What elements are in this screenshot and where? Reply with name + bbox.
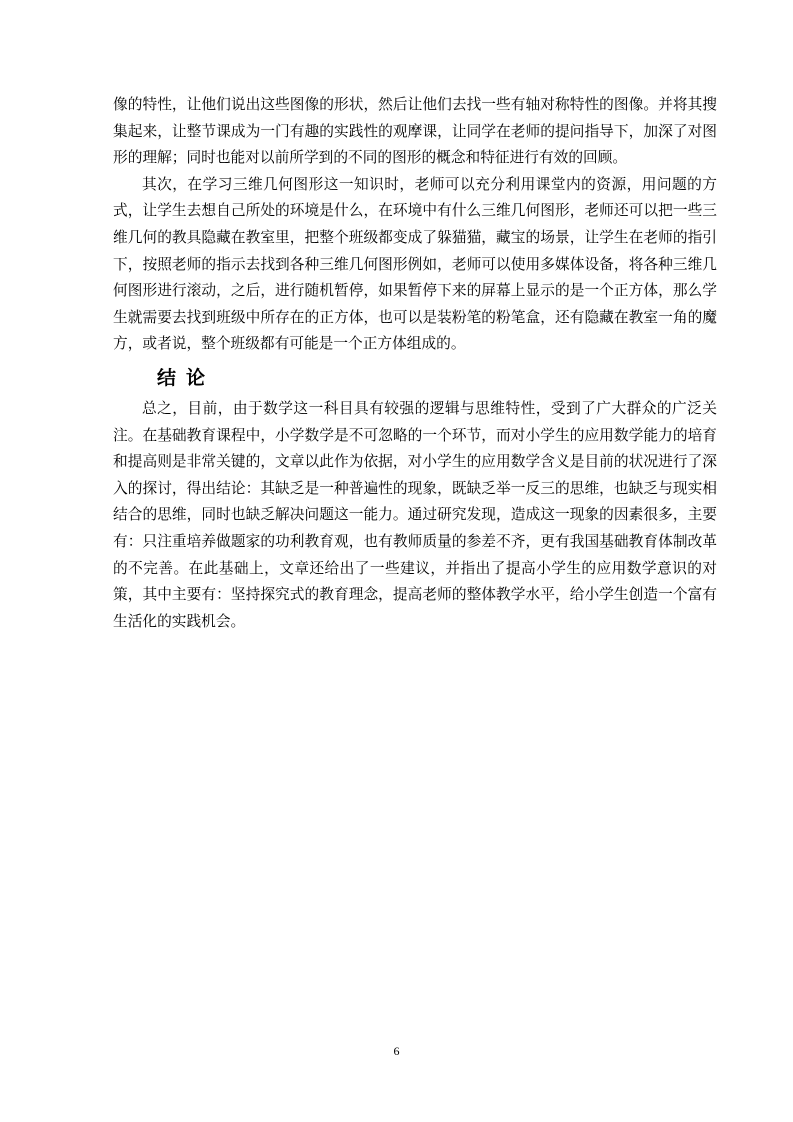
paragraph-continuation: 像的特性，让他们说出这些图像的形状，然后让他们去找一些有轴对称特性的图像。并将其搜集起来，让整节课成为一门有趣的实践性的观摩课，让同学在老师的提问指导下，加深了对图形的理解；同时也能对以前所学到的不同的图形的概念和特征进行有效的回顾。	[113, 96, 717, 167]
document-body	[113, 92, 717, 635]
paragraph-second: 其次，在学习三维几何图形这一知识时，老师可以充分利用课堂内的资源，用问题的方式，让学生去想自己所处的环境是什么，在环境中有什么三维几何图形，老师还可以把一些三维几何的教具隐藏在教室里，把整个班级都变成了躲猫猫，藏宝的场景，让学生在老师的指引下，按照老师的指示去找到各种三维几何图形例如，老师可以使用多媒体设备，将各种三维几何图形进行滚动，之后，进行随机暂停，如果暂停下来的屏幕上显示的是一个正方体，那么学生就需要去找到班级中所存在的正方体，也可以是装粉笔的粉笔盒，还有隐藏在教室一角的魔方，或者说，整个班级都有可能是一个正方体组成的。	[113, 175, 717, 353]
section-heading-conclusion: 结论	[157, 366, 216, 389]
page-number: 6	[393, 1044, 400, 1058]
paragraph-conclusion: 总之，目前，由于数学这一科目具有较强的逻辑与思维特性，受到了广大群众的广泛关注。在基础教育课程中，小学数学是不可忽略的一个环节，而对小学生的应用数学能力的培育和提高则是非常关键的，文章以此作为依据，对小学生的应用数学含义是目前的状况进行了深入的探讨，得出结论：其缺乏是一种普遍性的现象，既缺乏举一反三的思维，也缺乏与现实相结合的思维，同时也缺乏解决问题这一能力。通过研究发现，造成这一现象的因素很多，主要有：只注重培养做题家的功利教育观，也有教师质量的参差不齐，更有我国基础教育体制改革的不完善。在此基础上，文章还给出了一些建议，并指出了提高小学生的应用数学意识的对策，其中主要有：坚持探究式的教育理念，提高老师的整体教学水平，给小学生创造一个富有生活化的实践机会。	[113, 399, 717, 630]
